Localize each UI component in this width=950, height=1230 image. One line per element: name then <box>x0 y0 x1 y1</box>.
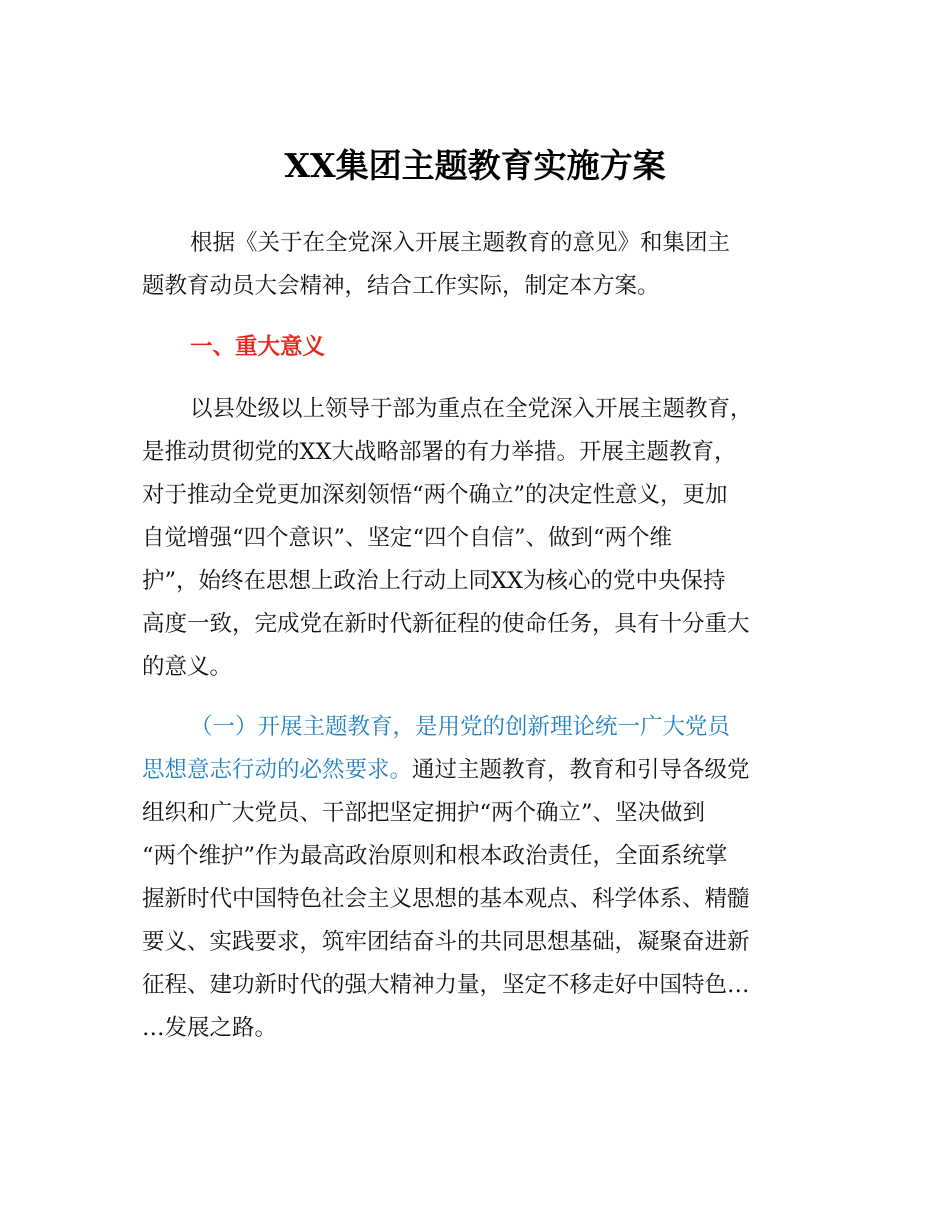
significance-paragraph <box>142 388 814 689</box>
paragraph-line: 自觉增强“四个意识”、坚定“四个自信”、做到“两个维 <box>142 525 673 551</box>
paragraph-line: 要义、实践要求，筑牢团结奋斗的共同思想基础，凝聚奋进新 <box>142 929 750 955</box>
paragraph-line: 高度一致，完成党在新时代新征程的使命任务，具有十分重大 <box>142 611 750 637</box>
paragraph-line: 对于推动全党更加深刻领悟“两个确立”的决定性意义，更加 <box>142 482 728 508</box>
paragraph-line: 组织和广大党员、干部把坚定拥护“两个确立”、坚决做到 <box>142 800 706 826</box>
paragraph-line: 以县处级以上领导于部为重点在全党深入开展主题教育， <box>190 396 753 422</box>
paragraph-text: 通过主题教育，教育和引导各级党 <box>412 757 750 783</box>
intro-line: 根据《关于在全党深入开展主题教育的意见》和集团主 <box>190 230 731 256</box>
intro-line: 题教育动员大会精神，结合工作实际，制定本方案。 <box>142 273 660 299</box>
paragraph-line: 的意义。 <box>142 654 233 680</box>
intro-paragraph <box>142 222 814 308</box>
subsection-heading-end: 思想意志行动的必然要求。 <box>142 757 413 783</box>
section-heading-significance: 一、重大意义 <box>190 334 326 360</box>
subsection-heading-line: （一）开展主题教育，是用党的创新理论统一广大党员 <box>190 714 731 740</box>
document-title: XX集团主题教育实施方案 <box>284 146 666 185</box>
paragraph-line: …发展之路。 <box>142 1015 278 1041</box>
paragraph-line: “两个维护”作为最高政治原则和根本政治责任，全面系统掌 <box>142 843 728 869</box>
paragraph-line: 握新时代中国特色社会主义思想的基本观点、科学体系、精髓 <box>142 886 750 912</box>
paragraph-line: 征程、建功新时代的强大精神力量，坚定不移走好中国特色… <box>142 972 750 998</box>
paragraph-line: 是推动贯彻党的XX大战略部署的有力举措。开展主题教育， <box>142 439 737 465</box>
subsection-paragraph <box>142 706 814 1050</box>
paragraph-line: 护”，始终在思想上政治上行动上同XX为核心的党中央保持 <box>142 568 726 594</box>
subsection-mixed-line <box>142 749 814 792</box>
